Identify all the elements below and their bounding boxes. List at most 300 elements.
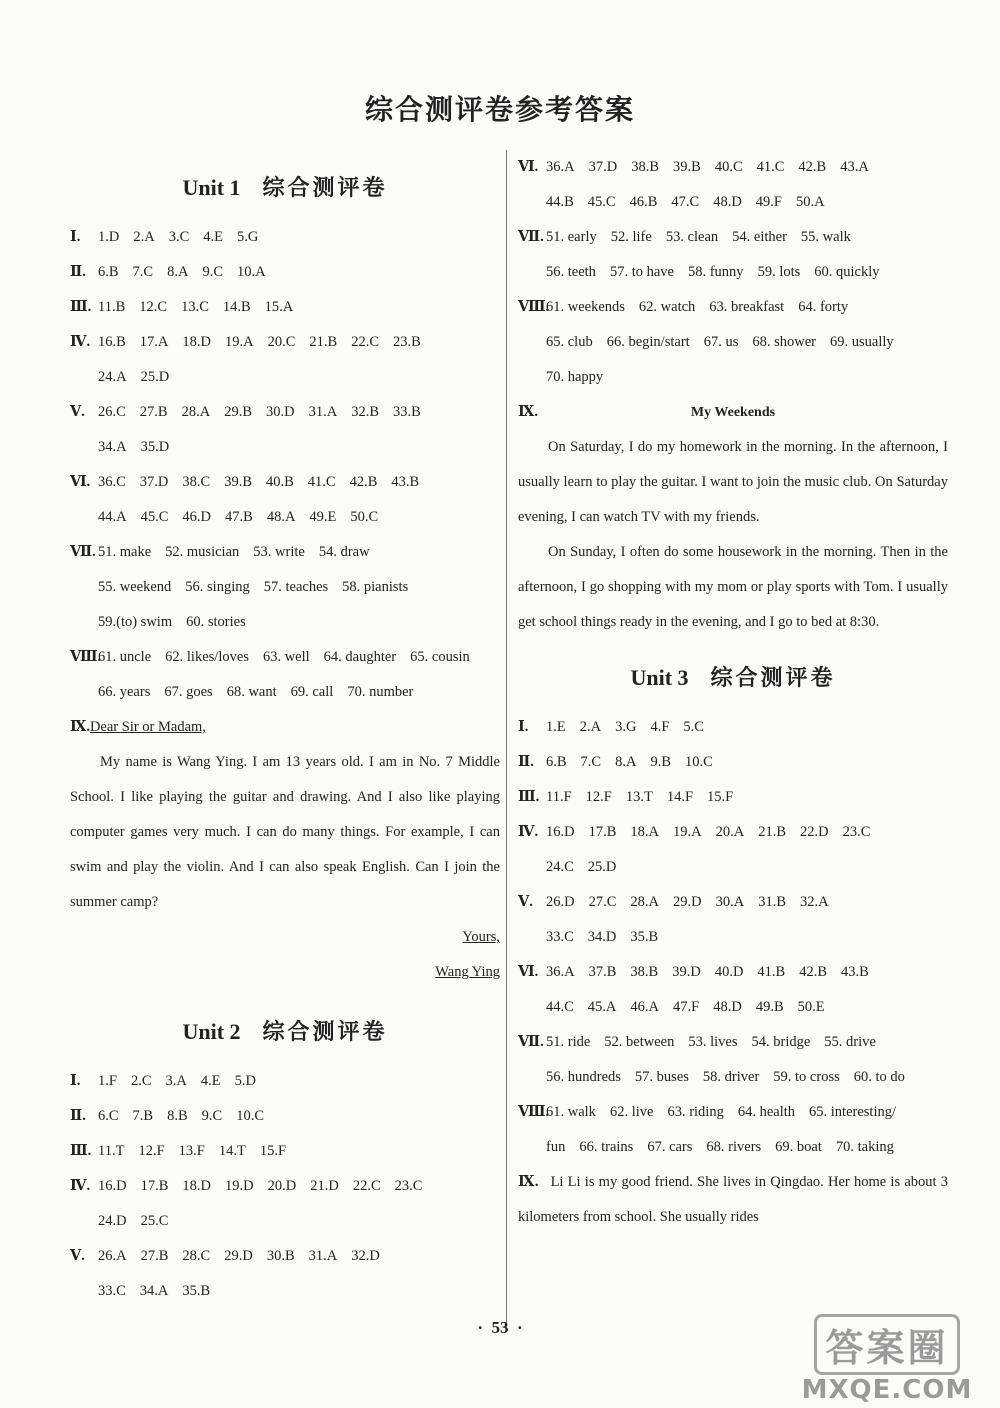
watermark-logo-mark: 答案圈 [814,1314,959,1375]
roman-numeral: Ⅷ. [70,649,102,665]
answer-item: 16.D [546,824,575,840]
answer-item: 69. call [290,684,334,700]
unit1-signature-text: Wang Ying [435,964,500,980]
answer-item: 39.D [672,964,701,980]
answer-item: 40.C [714,159,743,175]
answer-line [70,1204,500,1239]
answer-item: 49.E [309,509,337,525]
answer-item: 34.A [139,1283,169,1299]
answer-item: 11.T [98,1143,125,1159]
answer-item: 68. want [226,684,277,700]
answer-item: 56. teeth [546,264,596,280]
answer-item: 65. club [546,334,593,350]
roman-numeral: Ⅰ. [70,1073,81,1089]
answer-line [70,360,500,395]
answer-line [70,1274,500,1309]
answer-item: 41.B [757,964,786,980]
answer-item: 8.B [167,1108,188,1124]
answer-item: 16.D [98,1178,127,1194]
unit1-closing [70,920,500,955]
answer-item: 55. drive [824,1034,876,1050]
answer-item: 4.F [650,719,670,735]
roman-numeral: Ⅷ. [518,299,550,315]
answer-item: 21.D [310,1178,339,1194]
answer-item: 68. shower [752,334,816,350]
answer-item: 70. happy [546,369,604,385]
roman-numeral: Ⅶ. [70,544,96,560]
answer-item: 21.B [309,334,338,350]
answer-item: 45.C [587,194,616,210]
answer-item: 7.C [580,754,602,770]
page-number-value: 53 [491,1318,509,1337]
answer-item: 32.B [351,404,380,420]
answer-item: 9.C [202,264,223,280]
page-number: · 53 · [477,1318,523,1337]
answer-item: 69. usually [829,334,894,350]
answer-item: 3.G [615,719,637,735]
answer-item: 26.A [98,1248,127,1264]
roman-numeral: Ⅴ. [70,1248,85,1264]
answer-item: 46.B [629,194,658,210]
answer-item: 66. begin/start [606,334,690,350]
unit2-essay-text-1: On Saturday, I do my homework in the morning. In the afternoon, I usually learn to play the guitar. I want to join the music club. On Saturday evening, I can watch TV with my friends. [518,439,948,525]
answer-item: 27.B [140,1248,169,1264]
answer-item: 12.F [585,789,612,805]
answer-item: 64. health [737,1104,796,1120]
roman-numeral: Ⅶ. [518,229,544,245]
answer-item: 32.A [800,894,829,910]
answer-item: 56. hundreds [546,1069,621,1085]
answer-item: 62. watch [638,299,696,315]
answer-item: 43.B [841,964,869,980]
answer-item: 33.C [546,929,574,945]
unit1-answers [70,220,500,710]
answer-item: 38.B [631,159,660,175]
answer-item: 36.A [546,159,575,175]
answer-item: 54. bridge [751,1034,811,1050]
answer-item: 65. cousin [410,649,470,665]
unit1-heading [70,150,500,220]
answer-item: 61. weekends [546,299,625,315]
roman-numeral: Ⅵ. [518,964,539,980]
answer-line [518,360,948,395]
answer-line [518,920,948,955]
answer-item: 26.D [546,894,575,910]
answer-line [518,815,948,850]
answer-item: 50.E [797,999,825,1015]
answer-item: 10.A [237,264,266,280]
answer-line [70,640,500,675]
roman-numeral: Ⅳ. [70,334,91,350]
answer-item: 6.C [98,1108,119,1124]
roman-numeral: Ⅶ. [518,1034,544,1050]
answer-item: 67. cars [647,1139,693,1155]
answer-item: 7.C [132,264,154,280]
answer-item: 36.A [546,964,575,980]
answer-item: 13.T [625,789,653,805]
answer-item: 17.B [588,824,617,840]
answer-item: 60. quickly [814,264,880,280]
answer-item: 60. stories [186,614,246,630]
left-column [70,150,500,1309]
answer-item: 12.C [139,299,168,315]
answer-item: 67. goes [164,684,213,700]
answer-line [70,1099,500,1134]
answer-item: 25.C [140,1213,169,1229]
answer-item: 5.D [234,1073,256,1089]
answer-line [518,325,948,360]
answer-item: 3.A [165,1073,187,1089]
answer-item: 13.C [181,299,209,315]
answer-item: 20.D [267,1178,297,1194]
unit1-heading-en: Unit 1 [182,175,241,200]
answer-item: 6.B [98,264,119,280]
answer-line [70,220,500,255]
answer-item: 48.D [713,194,742,210]
answer-item: 50.A [796,194,825,210]
answer-item: 46.D [182,509,212,525]
answer-item: 58. driver [702,1069,760,1085]
answer-item: 50.C [350,509,379,525]
right-column [518,150,948,1235]
answer-item: 30.D [266,404,295,420]
unit3-heading [518,640,948,710]
answer-item: 64. daughter [323,649,397,665]
answer-item: 51. early [546,229,597,245]
answer-item: 57. buses [634,1069,689,1085]
answer-item: 63. well [262,649,310,665]
answer-line [70,395,500,430]
answer-item: 54. either [732,229,787,245]
unit2-essay-paragraph-1 [518,430,948,535]
answer-item: 53. lives [688,1034,738,1050]
answer-item: 8.A [167,264,189,280]
answer-item: 59. lots [757,264,801,280]
answer-item: 25.D [140,369,170,385]
answer-line [70,1169,500,1204]
answer-item: 1.D [98,229,120,245]
answer-item: 1.F [98,1073,117,1089]
answer-item: 57. teaches [263,579,329,595]
unit2-answers-left [70,1064,500,1309]
unit2-essay-paragraph-2 [518,535,948,640]
answer-item: 8.A [615,754,637,770]
answer-item: 37.B [588,964,617,980]
unit3-heading-cn: 综合测评卷 [710,665,836,690]
answer-item: 7.B [132,1108,154,1124]
answer-item: 42.B [799,964,828,980]
answer-item: 22.D [800,824,829,840]
answer-item: 9.C [201,1108,223,1124]
answer-item: 18.D [182,334,212,350]
answer-line [70,535,500,570]
answer-item: 2.A [579,719,602,735]
answer-line [518,710,948,745]
answer-item: 61. uncle [98,649,152,665]
watermark-url: MXQE.COM [801,1375,973,1405]
answer-item: 34.A [98,439,127,455]
answer-line [518,1025,948,1060]
answer-item: 18.A [630,824,660,840]
answer-item: 62. live [609,1104,654,1120]
answer-line [518,255,948,290]
answer-item: 32.D [351,1248,380,1264]
answer-item: 31.B [758,894,787,910]
answer-item: 22.C [352,1178,381,1194]
answer-item: fun [546,1139,566,1155]
unit2-heading-cn: 综合测评卷 [262,1019,388,1044]
answer-item: 36.C [98,474,126,490]
answer-line [518,955,948,990]
answer-item: 51. make [98,544,152,560]
answer-line [518,885,948,920]
answer-item: 54. draw [318,544,370,560]
answer-line [518,220,948,255]
answer-item: 22.C [351,334,380,350]
answer-item: 62. likes/loves [165,649,249,665]
answer-item: 44.C [546,999,574,1015]
answer-item: 5.G [237,229,259,245]
answer-item: 35.B [630,929,659,945]
unit1-signature [70,955,500,990]
answer-item: 23.B [393,334,421,350]
answer-line [518,290,948,325]
answer-item: 35.B [182,1283,211,1299]
answer-item: 39.B [224,474,252,490]
answer-item: 42.B [349,474,378,490]
unit1-heading-cn: 综合测评卷 [262,175,388,200]
answer-item: 49.B [755,999,784,1015]
unit3-answers [518,710,948,1165]
answer-line [518,780,948,815]
answer-item: 33.B [393,404,421,420]
roman-numeral: Ⅸ. [518,404,538,420]
answer-item: 11.B [98,299,126,315]
unit2-heading [70,994,500,1064]
answer-item: 29.D [224,1248,253,1264]
answer-item: 48.D [713,999,742,1015]
answer-item: 10.C [685,754,713,770]
answer-item: 45.A [587,999,617,1015]
answer-item: 45.C [140,509,169,525]
answer-line [518,1060,948,1095]
answer-item: 37.D [139,474,169,490]
answer-item: 43.B [391,474,420,490]
roman-numeral: Ⅲ. [518,789,540,805]
watermark-logo [782,1314,992,1404]
answer-item: 18.D [182,1178,212,1194]
answer-item: 13.F [178,1143,205,1159]
answer-item: 47.C [671,194,700,210]
unit1-salutation: Dear Sir or Madam, [89,719,206,735]
answer-item: 37.D [588,159,618,175]
roman-numeral: Ⅸ. [70,719,90,735]
answer-item: 27.C [588,894,617,910]
answer-item: 9.B [650,754,671,770]
roman-numeral: Ⅲ. [70,299,92,315]
answer-item: 33.C [98,1283,126,1299]
roman-numeral: Ⅰ. [70,229,81,245]
answer-line [70,1134,500,1169]
answer-item: 46.A [630,999,660,1015]
answer-item: 43.A [840,159,869,175]
answer-item: 52. musician [165,544,240,560]
roman-numeral: Ⅷ. [518,1104,550,1120]
answer-item: 20.C [267,334,296,350]
answer-item: 63. breakfast [709,299,785,315]
answer-line [70,465,500,500]
roman-numeral: Ⅱ. [518,754,534,770]
answer-item: 28.A [630,894,660,910]
answer-item: 19.D [225,1178,254,1194]
answer-item: 15.A [264,299,294,315]
answer-item: 34.D [587,929,617,945]
answer-line [70,290,500,325]
answer-item: 30.A [715,894,745,910]
answer-item: 14.F [666,789,694,805]
answer-item: 66. years [98,684,151,700]
answer-item: 60. to do [853,1069,905,1085]
answer-item: 23.C [842,824,871,840]
answer-item: 42.B [798,159,827,175]
answer-item: 17.A [139,334,169,350]
answer-item: 24.A [98,369,127,385]
answer-line [70,325,500,360]
answer-item: 41.C [756,159,785,175]
answer-item: 58. pianists [342,579,409,595]
answer-item: 53. write [253,544,305,560]
answer-item: 20.A [715,824,745,840]
roman-numeral: Ⅰ. [518,719,529,735]
answer-item: 15.F [707,789,734,805]
answer-item: 59.(to) swim [98,614,173,630]
answer-item: 14.B [222,299,251,315]
answer-item: 67. us [703,334,739,350]
answer-item: 55. walk [800,229,851,245]
answer-item: 69. boat [775,1139,822,1155]
answer-line [518,1095,948,1130]
answer-item: 47.F [673,999,700,1015]
unit3-essay-paragraph [518,1165,948,1235]
answer-item: 68. rivers [706,1139,762,1155]
answer-item: 52. life [610,229,652,245]
column-divider [506,150,507,1330]
answer-item: 58. funny [687,264,744,280]
unit1-essay-paragraph [70,745,500,920]
answer-item: 17.B [140,1178,169,1194]
answer-line [70,605,500,640]
unit3-essay-text: Li Li is my good friend. She lives in Qingdao. Her home is about 3 kilometers from school. She usually rides [518,1174,949,1225]
answer-item: 47.B [225,509,253,525]
answer-item: 31.A [308,1248,338,1264]
answer-item: 27.B [139,404,168,420]
answer-line [70,430,500,465]
answer-line [70,1064,500,1099]
answer-item: 28.C [182,1248,211,1264]
answer-line [518,185,948,220]
answer-line [518,745,948,780]
answer-item: 70. taking [835,1139,894,1155]
answer-line [518,850,948,885]
answer-item: 24.C [546,859,574,875]
unit2-heading-en: Unit 2 [182,1019,241,1044]
answer-item: 28.A [181,404,211,420]
unit1-essay-text: My name is Wang Ying. I am 13 years old. I am in No. 7 Middle School. I like playing the guitar and drawing. And I also like playing computer games very much. I can do many things. For example, I can swim and play the violin. And I can also speak English. Can I join the summer camp? [70,754,500,910]
answer-item: 31.A [308,404,338,420]
answer-item: 41.C [307,474,336,490]
answer-item: 14.T [218,1143,246,1159]
answer-item: 21.B [758,824,787,840]
answer-item: 19.A [225,334,254,350]
answer-item: 3.C [168,229,190,245]
answer-line [70,1239,500,1274]
answer-item: 5.C [683,719,704,735]
answer-item: 52. between [604,1034,675,1050]
answer-item: 66. trains [579,1139,634,1155]
answer-item: 26.C [98,404,126,420]
answer-item: 6.B [546,754,567,770]
answer-item: 40.B [266,474,294,490]
answer-item: 59. to cross [773,1069,840,1085]
answer-item: 1.E [546,719,566,735]
answer-item: 56. singing [185,579,250,595]
unit2-essay-title: My Weekends [690,405,776,420]
answer-item: 70. number [347,684,414,700]
answer-item: 44.A [98,509,127,525]
answer-line [70,570,500,605]
answer-item: 64. forty [798,299,849,315]
unit3-heading-en: Unit 3 [630,665,689,690]
answer-item: 4.E [200,1073,221,1089]
answer-line [518,150,948,185]
answer-item: 2.C [130,1073,152,1089]
answer-line [518,990,948,1025]
answer-item: 35.D [140,439,170,455]
roman-numeral: Ⅸ. [518,1174,539,1190]
answer-item: 49.F [755,194,782,210]
roman-numeral: Ⅵ. [70,474,91,490]
answer-line [70,255,500,290]
answer-item: 53. clean [665,229,719,245]
answer-item: 2.A [133,229,155,245]
answer-item: 4.E [203,229,223,245]
roman-numeral: Ⅱ. [70,1108,86,1124]
answer-item: 57. to have [609,264,674,280]
roman-numeral: Ⅴ. [518,894,533,910]
roman-numeral: Ⅳ. [518,824,539,840]
answer-line [70,500,500,535]
answer-item: 55. weekend [98,579,172,595]
unit1-closing-text: Yours, [462,929,500,945]
answer-item: 30.B [266,1248,295,1264]
roman-numeral: Ⅱ. [70,264,86,280]
answer-item: 29.D [673,894,702,910]
answer-item: 39.B [673,159,701,175]
answer-item: 63. riding [667,1104,724,1120]
roman-numeral: Ⅳ. [70,1178,91,1194]
unit2-answers-right [518,150,948,395]
answer-item: 10.C [236,1108,264,1124]
unit1-essay-salutation-line [70,710,500,745]
answer-item: 19.A [673,824,702,840]
page-title: 综合测评卷参考答案 [364,95,635,126]
answer-item: 38.B [630,964,659,980]
answer-item: 65. interesting/ [809,1104,897,1120]
answer-line [518,1130,948,1165]
answer-item: 48.A [266,509,296,525]
answer-item: 38.C [182,474,211,490]
roman-numeral: Ⅵ. [518,159,539,175]
